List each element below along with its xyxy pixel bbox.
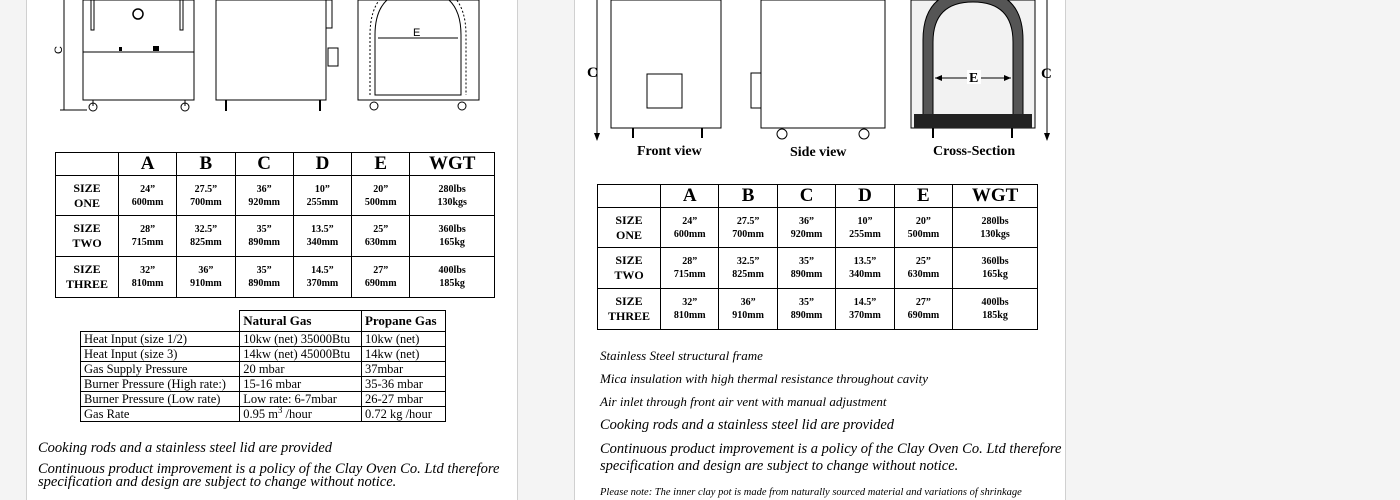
table-cell: 25” 630mm [894, 248, 952, 289]
table-cell: 35” 890mm [777, 289, 835, 330]
table-cell: 280lbs 130kgs [410, 176, 495, 216]
gas-natural-value: 0.95 $m^3$ /hour [240, 407, 362, 422]
table-cell: 10” 255mm [836, 208, 894, 248]
col-header: A [119, 153, 177, 176]
gas-propane-value: 35-36 mbar [361, 377, 445, 392]
col-header: A [661, 185, 719, 208]
col-header: B [719, 185, 777, 208]
table-cell: 35” 890mm [235, 257, 293, 298]
table-cell: 27” 690mm [352, 257, 410, 298]
corner-cell [598, 185, 661, 208]
gas-header-propane: Propane Gas [361, 311, 445, 332]
note-improvement-right-1: Continuous product improvement is a policy of the Clay Oven Co. Ltd therefore [600, 441, 1062, 457]
spec-page-left [26, 0, 518, 500]
gas-natural-value: 14kw (net) 45000Btu [240, 347, 362, 362]
dimension-table-left [55, 152, 495, 298]
table-row [81, 347, 446, 362]
table-cell: 36” 920mm [235, 176, 293, 216]
col-header: C [777, 185, 835, 208]
table-cell: 36” 920mm [777, 208, 835, 248]
gas-spec-table [80, 310, 446, 422]
cross-section-label: Cross-Section [933, 144, 1016, 159]
table-cell: 280lbs 130kgs [953, 208, 1038, 248]
col-header: E [894, 185, 952, 208]
table-cell: 27” 690mm [894, 289, 952, 330]
dim-c-label-right-2: C [1041, 66, 1052, 82]
gas-row-label: Gas Supply Pressure [81, 362, 240, 377]
table-cell: 35” 890mm [235, 216, 293, 257]
table-cell: 36” 910mm [177, 257, 235, 298]
table-row [81, 407, 446, 422]
gas-propane-value: 10kw (net) [361, 332, 445, 347]
col-header: WGT [953, 185, 1038, 208]
col-header: WGT [410, 153, 495, 176]
table-cell: 27.5” 700mm [177, 176, 235, 216]
oven-drawing-right [575, 0, 1065, 160]
note-cooking-rods-right: Cooking rods and a stainless steel lid are provided [600, 417, 895, 433]
table-cell: 28” 715mm [119, 216, 177, 257]
table-cell: 400lbs 185kg [410, 257, 495, 298]
table-cell: 13.5” 340mm [836, 248, 894, 289]
note-mica-insulation: Mica insulation with high thermal resistance throughout cavity [600, 371, 928, 386]
table-cell: 32.5” 825mm [719, 248, 777, 289]
table-row [81, 392, 446, 407]
gas-natural-value: 15-16 mbar [240, 377, 362, 392]
table-cell: 360lbs 165kg [953, 248, 1038, 289]
table-cell: 32” 810mm [661, 289, 719, 330]
table-cell: 32” 810mm [119, 257, 177, 298]
note-stainless-frame: Stainless Steel structural frame [600, 348, 763, 363]
note-air-inlet: Air inlet through front air vent with manual adjustment [600, 394, 887, 409]
row-label: SIZE TWO [598, 248, 661, 289]
table-cell: 360lbs 165kg [410, 216, 495, 257]
col-header: C [235, 153, 293, 176]
table-row [81, 377, 446, 392]
row-label: SIZE ONE [598, 208, 661, 248]
dim-c-label-right-1: C [587, 65, 598, 81]
gutter-middle [517, 0, 574, 500]
note-improvement-left-1: Continuous product improvement is a policy of the Clay Oven Co. Ltd therefore [38, 461, 500, 477]
spec-page-right [574, 0, 1066, 500]
oven-drawing-left [27, 0, 517, 120]
gas-header-natural: Natural Gas [240, 311, 362, 332]
table-cell: 27.5” 700mm [719, 208, 777, 248]
gas-natural-value: 20 mbar [240, 362, 362, 377]
table-cell: 10” 255mm [293, 176, 351, 216]
row-label: SIZE THREE [56, 257, 119, 298]
note-improvement-left-2: specification and design are subject to change without notice. [38, 474, 397, 490]
dim-c-label-left: C [53, 46, 65, 54]
dimension-table-right [597, 184, 1038, 330]
gas-natural-value: Low rate: 6-7mbar [240, 392, 362, 407]
dim-e-label-right: E [969, 71, 979, 86]
gas-header-blank [81, 311, 240, 332]
front-view-label: Front view [637, 144, 702, 159]
note-clay-pot: Please note: The inner clay pot is made from naturally sourced material and variations of shrinkage [600, 487, 1022, 498]
table-cell: 20” 500mm [894, 208, 952, 248]
col-header: B [177, 153, 235, 176]
gutter-left [0, 0, 26, 500]
note-improvement-right-2: specification and design are subject to change without notice. [600, 458, 959, 474]
table-cell: 400lbs 185kg [953, 289, 1038, 330]
gas-propane-value: 14kw (net) [361, 347, 445, 362]
table-cell: 14.5” 370mm [836, 289, 894, 330]
corner-cell [56, 153, 119, 176]
gas-propane-value: 0.72 kg /hour [361, 407, 445, 422]
table-cell: 28” 715mm [661, 248, 719, 289]
gas-propane-value: 37mbar [361, 362, 445, 377]
gas-row-label: Heat Input (size 1/2) [81, 332, 240, 347]
side-view-label: Side view [790, 145, 847, 160]
row-label: SIZE TWO [56, 216, 119, 257]
table-cell: 24” 600mm [119, 176, 177, 216]
row-label: SIZE ONE [56, 176, 119, 216]
table-cell: 24” 600mm [661, 208, 719, 248]
gas-row-label: Burner Pressure (High rate:) [81, 377, 240, 392]
gas-row-label: Gas Rate [81, 407, 240, 422]
table-cell: 13.5” 340mm [293, 216, 351, 257]
table-row [81, 362, 446, 377]
table-cell: 35” 890mm [777, 248, 835, 289]
table-cell: 36” 910mm [719, 289, 777, 330]
table-row [81, 332, 446, 347]
gas-natural-value: 10kw (net) 35000Btu [240, 332, 362, 347]
dim-e-label-left: E [413, 27, 421, 39]
table-cell: 25” 630mm [352, 216, 410, 257]
gas-row-label: Heat Input (size 3) [81, 347, 240, 362]
table-cell: 32.5” 825mm [177, 216, 235, 257]
gas-propane-value: 26-27 mbar [361, 392, 445, 407]
gas-row-label: Burner Pressure (Low rate) [81, 392, 240, 407]
row-label: SIZE THREE [598, 289, 661, 330]
col-header: E [352, 153, 410, 176]
col-header: D [293, 153, 351, 176]
note-cooking-rods-left: Cooking rods and a stainless steel lid are provided [38, 440, 333, 456]
table-cell: 20” 500mm [352, 176, 410, 216]
table-cell: 14.5” 370mm [293, 257, 351, 298]
col-header: D [836, 185, 894, 208]
gutter-right [1065, 0, 1400, 500]
